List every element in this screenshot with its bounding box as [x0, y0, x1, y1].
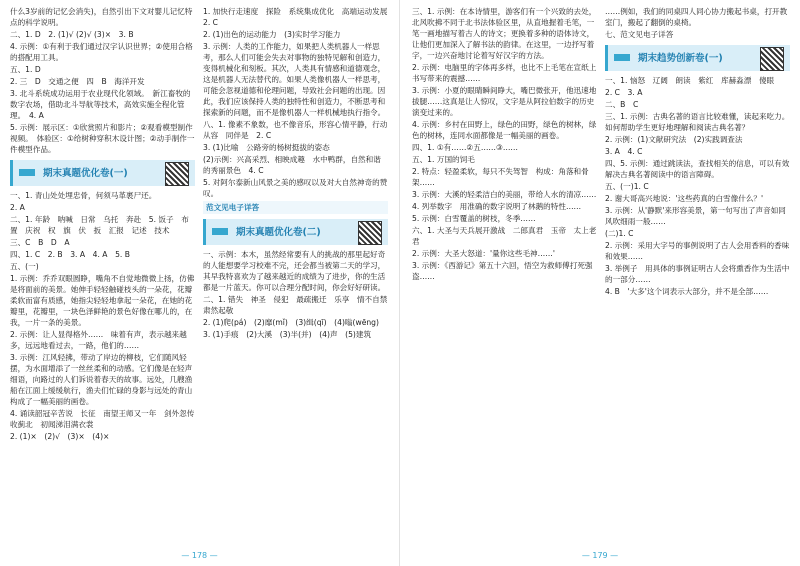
- section-banner: [203, 219, 388, 245]
- section-banner: [605, 45, 790, 71]
- page-number: — 179 —: [400, 551, 800, 560]
- answer-item: 3. 示例：小夏的眼睛瞬间睁大，嘴巴微张开，他迅速地拔腿……这真是让人惊叹，文字是从阿拉伯数字的历史演变过来的。: [412, 86, 597, 117]
- answer-item: 二、B C: [605, 100, 639, 109]
- answer-item: 3. 示例：人类的工作能力，如果把人类机器人一样思考，那么人们可能会失去对事物的独特见解和创造力，变得机械化和刻板。其次，人类具有情感和道德观念，这是机器人无法替代的。如果人类像机器人一样思考，可能会忽视道德和伦理问题，导致社会问题的出现。因此，我们应该保持人类的独特性和创造力，不断思考和探索新的问题，而不是像机器人一样机械地执行指令。: [203, 42, 386, 117]
- answer-item: 2. 谢大哥高兴地说：'这些药真的白雪像什么？': [605, 194, 764, 203]
- answer-item: 一、示例：本木，虽然经常要有人的挑战的那里起好奇的人能想要学习校难不完，还会都当被第二天的学习，其早我特喜欢为了越来越近的成绩为了进步，你的生活都是一片蓝天。你可以合理分配时间，你会好好研读。: [203, 250, 386, 292]
- subhead: 范文见电子详答: [203, 201, 388, 214]
- answer-item: 2. (1)出色的运动能力 (3)实时学习能力: [203, 30, 341, 39]
- answer-item: 四、1. ①有……②五……③……: [412, 143, 519, 152]
- answer-item: 5. 对阿尔泰新山风景之美的感叹以及对大自然神奇的赞叹。: [203, 178, 388, 198]
- answer-item: 3. 北斗系统成功运用于农业现代化领域。 新江畜牧的数字农场，借助北斗导航等技术，高效实施全程化管理。 4. A: [10, 89, 191, 120]
- answer-item: 八、1. 像素不象数，也不像音乐，形容心情平静，行动从容 同伴是 2. C: [203, 120, 388, 140]
- answer-item: 3. 示例：江风轻拂，带动了岸边的柳枝，它们随风轻摆，为水面增添了一丝丝柔和的动感。它们像是在轻声细语，向路过的人们诉说着春天的故事。远处，几艘渔船在江面上缓缓航行，渔夫们忙碌的身影与远处的青山构成了一幅美丽的画卷。: [10, 353, 193, 406]
- answer-item: 3. (1)手痕 (2)大溪 (3)半(并) (4)声 (5)建筑: [203, 330, 372, 339]
- answer-item: 5. 示例：白雪覆盖的树枝，冬季……: [412, 214, 536, 223]
- qr-code-icon: [165, 162, 189, 186]
- answer-item: 4. 诵读韶冠辛苦说 长征 南望王师又一年 剑外忽传收蓟北 初闻涕泪满衣裳: [10, 409, 195, 429]
- answer-item: 五、(一)1. C: [605, 182, 649, 191]
- answer-item: 2. 示例：采用大字号的事例说明了古人会用香料的香味和效果……: [605, 241, 790, 261]
- answer-item: 4. 列举数字 用准确的数字说明了林鹅的特性……: [412, 202, 582, 211]
- answer-item: 2. 示例：电脑里的字体再多样，也比不上毛笔在宣纸上书写带来的震撼……: [412, 63, 597, 83]
- section-title: 期末趋势创新卷(一): [638, 53, 723, 64]
- answer-item: 3. 示例：从'静默'来形容美景，第一句写出了声音如同风吹细雨一般……: [605, 206, 786, 226]
- answer-item: 1. 示例：乔乔双眼圆睁，嘴角不自觉地微微上扬，仿佛是将面前的美景。她伸手轻轻触碰枝头的一朵花，花瓣柔软而富有质感，她指尖轻轻地拿起一朵花，在她的花瓣里，花瓣里，一块色泽鲜艳的景色好像在哪儿的，在我，一片一条的美景。: [10, 274, 195, 327]
- answer-item: 三、1. 示例：古典名著的语言比较难懂，读起来吃力。 如何帮助学生更好地理解和阅读古典名著？: [605, 112, 794, 132]
- answer-item: 3. A 4. C: [605, 147, 643, 156]
- right-page: [400, 0, 800, 566]
- answer-item: 2. A: [10, 203, 25, 212]
- answer-item: 3. (1)比喻 公路旁的杨树挺拔的姿态: [203, 143, 330, 152]
- answer-item: 三、C B D A: [10, 238, 70, 247]
- answer-item: 2. 特点：轻盈柔软，每只不失驾智 构成：角落和骨架……: [412, 167, 589, 187]
- answer-item: 五、1. D: [10, 65, 41, 74]
- answer-item: (二)1. C: [605, 229, 634, 238]
- right-column-1: [412, 6, 597, 283]
- left-column-2: [203, 6, 395, 341]
- answer-item: 七、范文见电子详答: [605, 30, 674, 39]
- answer-item: 二、1. 年龄 呐喊 日常 乌托 奔赴 5. 饭子 布置 庆祝 权 旗 伏 扳 汇报 记述 技术: [10, 215, 189, 235]
- answer-item: 5. 示例：展示区：①欣赏照片和影片；②观看模型制作视频。 体验区：①给树种穿积木设计图；②动手制作一件模型作品。: [10, 123, 195, 154]
- answer-item: 二、1. 错失 神圣 侵犯 最疏搬迁 乐享 情不自禁 肃然起敬: [203, 295, 395, 315]
- section-banner: [10, 160, 195, 186]
- answer-item: (2)示例：兴高采烈、相映成趣 水中鸭群，自然和谐的秀丽景色 4. C: [203, 155, 381, 175]
- answer-item: 2. 示例：让人显得格外…… 味着有声，表示越来越多，远远地看过去，一路，他们的……: [10, 330, 187, 350]
- answer-item: 4. 示例：①有利于我们通过汉字认识世界；②使用合格的搭配用工具。: [10, 42, 193, 62]
- answer-item: 三、1. 示例：在本诗情里，游客们有一个兴致的去处，北风吹拂不同于北书法体验区里，从直地握着毛笔，一笔一画地描写着古人的诗文；更换着多种的语体诗文，让他们更加深入了解书法的韵律。在这里，一边抒写着字，一边兴奋地讨论着写好汉字的方法。: [412, 7, 597, 60]
- right-column-2: [605, 6, 794, 298]
- answer-item: 一、1. 青山处处埋忠骨，何须马革裹尸还。: [10, 191, 157, 200]
- answer-item: ……例如，我们的同桌四人同心协力搬起书桌，打开教室门，搬起了翻倒的桌椅。: [605, 7, 788, 27]
- answer-item: 2. 示例：大圣大怒道：'量你这些毛神……': [412, 249, 555, 258]
- answer-item: 2. 三 D 交通之便 四 B 海洋开发: [10, 77, 145, 86]
- answer-item: 1. 加快行走速度 探险 系统集成优化 高端运动发展 2. C: [203, 7, 395, 27]
- answer-item: 二、1. D 2. (1)√ (2)√ (3)× 3. B: [10, 30, 134, 39]
- qr-code-icon: [358, 221, 382, 245]
- answer-item: 2. (1)× (2)√ (3)× (4)×: [10, 432, 110, 441]
- answer-item: 4. B '大多'这个词表示大部分，并不是全部……: [605, 287, 769, 296]
- answer-item: 3. 示例：大溪的轻柔洁白的美丽，带给人水的清凉……: [412, 190, 597, 199]
- section-title: 期末真题优化卷(二): [236, 227, 321, 238]
- answer-item: 五、(一): [10, 262, 39, 271]
- answer-item: 2. C 3. A: [605, 88, 643, 97]
- answer-item: 3. 示例：《西游记》第五十六回，悟空为救师傅打死强盗……: [412, 261, 593, 281]
- answer-item: 2. 示例：(1)文献研究法 (2)实践调查法: [605, 135, 743, 144]
- arrow-icon: [19, 169, 35, 176]
- answer-item: 4. 示例：乡村在田野上，绿色的田野，绿色的树林，绿色的树林，连同水面都像是一幅美丽的画卷。: [412, 120, 597, 140]
- qr-code-icon: [760, 47, 784, 71]
- answer-item: 六、1. 大圣与天兵展开激战 二郎真君 玉帝 太上老君: [412, 226, 597, 246]
- answer-item: 四、5. 示例：通过跳读法，查找相关的信息，可以有效解决古典名著阅读中的语言障碍。: [605, 159, 790, 179]
- arrow-icon: [614, 54, 630, 61]
- answer-item: 什么3岁前的记忆会消失)，自然引出下文对婴儿记忆特点的科学说明。: [10, 7, 193, 27]
- answer-item: 3. 举例子 用具体的事例证明古人会将熏香作为生活中的一部分……: [605, 264, 790, 284]
- answer-item: 2. (1)爬(pá) (2)靡(mǐ) (3)缉(qī) (4)嗡(wēng): [203, 318, 379, 327]
- section-title: 期末真题优化卷(一): [43, 168, 128, 179]
- arrow-icon: [212, 228, 228, 235]
- page-number: — 178 —: [0, 551, 399, 560]
- answer-item: 五、1. 万国的饲毛: [412, 155, 475, 164]
- answer-item: 四、1. C 2. B 3. A 4. A 5. B: [10, 250, 130, 259]
- answer-item: 一、1. 恼怒 辽阔 朗读 紫红 库赫淼漂 傻眼: [605, 76, 775, 85]
- left-column-1: [10, 6, 195, 443]
